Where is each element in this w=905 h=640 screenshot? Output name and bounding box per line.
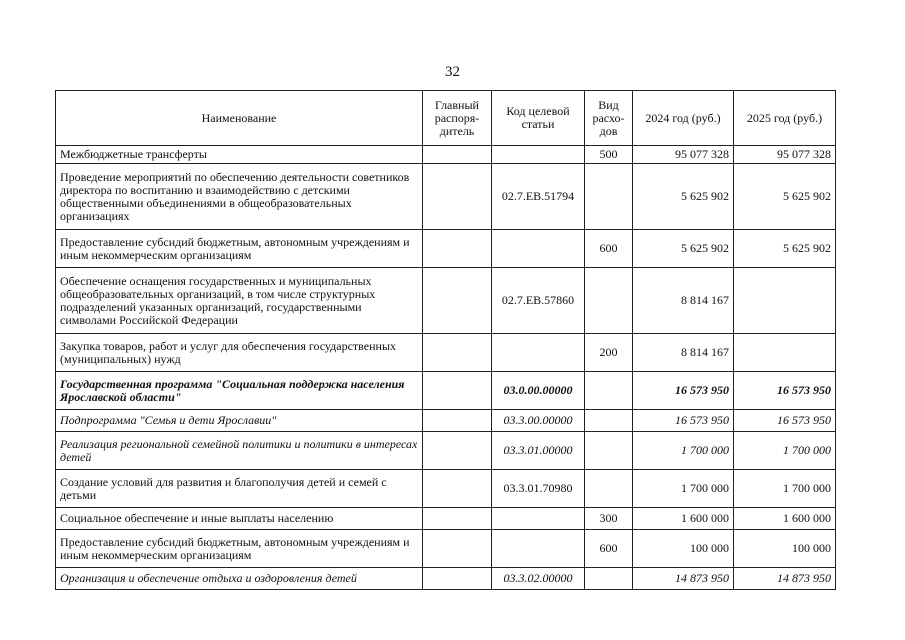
cell-code: 02.7.ЕВ.57860 — [492, 268, 585, 334]
cell-name: Создание условий для развития и благополучия детей и семей с детьми — [56, 470, 423, 508]
cell-2024: 1 700 000 — [633, 470, 734, 508]
cell-manager — [423, 568, 492, 590]
cell-2025: 16 573 950 — [734, 410, 836, 432]
cell-2024: 95 077 328 — [633, 146, 734, 164]
cell-name: Предоставление субсидий бюджетным, автономным учреждениям и иным некоммерческим организациям — [56, 230, 423, 268]
table-row — [56, 230, 836, 268]
cell-2025: 5 625 902 — [734, 230, 836, 268]
cell-name: Предоставление субсидий бюджетным, автономным учреждениям и иным некоммерческим организациям — [56, 530, 423, 568]
cell-manager — [423, 334, 492, 372]
cell-2025: 95 077 328 — [734, 146, 836, 164]
cell-code — [492, 146, 585, 164]
table-row-measure — [56, 568, 836, 590]
table-row — [56, 508, 836, 530]
cell-code — [492, 334, 585, 372]
cell-type: 200 — [585, 334, 633, 372]
table-row — [56, 164, 836, 230]
header-name: Наименование — [56, 91, 423, 146]
cell-2024: 100 000 — [633, 530, 734, 568]
cell-2024: 16 573 950 — [633, 372, 734, 410]
cell-code — [492, 530, 585, 568]
cell-2024: 8 814 167 — [633, 334, 734, 372]
cell-name: Обеспечение оснащения государственных и муниципальных общеобразовательных организаций, в том числе структурных подразделений указанных организаций, государственными символами Российской Федерации — [56, 268, 423, 334]
cell-2024: 1 700 000 — [633, 432, 734, 470]
table-row-subprogram — [56, 410, 836, 432]
cell-2025 — [734, 334, 836, 372]
cell-manager — [423, 164, 492, 230]
page-number: 32 — [445, 64, 460, 80]
cell-2025: 1 600 000 — [734, 508, 836, 530]
cell-manager — [423, 230, 492, 268]
cell-type — [585, 410, 633, 432]
table-header-row — [56, 91, 836, 146]
table-row — [56, 470, 836, 508]
table-row — [56, 146, 836, 164]
cell-2025: 16 573 950 — [734, 372, 836, 410]
cell-2024: 8 814 167 — [633, 268, 734, 334]
cell-name: Закупка товаров, работ и услуг для обеспечения государственных (муниципальных) нужд — [56, 334, 423, 372]
cell-type: 600 — [585, 530, 633, 568]
cell-type: 500 — [585, 146, 633, 164]
cell-name: Организация и обеспечение отдыха и оздоровления детей — [56, 568, 423, 590]
cell-manager — [423, 268, 492, 334]
cell-2024: 1 600 000 — [633, 508, 734, 530]
cell-code: 03.3.01.70980 — [492, 470, 585, 508]
header-code: Код целевой статьи — [492, 91, 585, 146]
cell-manager — [423, 432, 492, 470]
cell-2025: 14 873 950 — [734, 568, 836, 590]
cell-code: 02.7.ЕВ.51794 — [492, 164, 585, 230]
cell-name: Социальное обеспечение и иные выплаты населению — [56, 508, 423, 530]
cell-2025: 1 700 000 — [734, 432, 836, 470]
table-row — [56, 334, 836, 372]
table-row-measure — [56, 432, 836, 470]
cell-name: Реализация региональной семейной политики и политики в интересах детей — [56, 432, 423, 470]
cell-manager — [423, 530, 492, 568]
cell-manager — [423, 372, 492, 410]
cell-name: Межбюджетные трансферты — [56, 146, 423, 164]
cell-code — [492, 230, 585, 268]
cell-2025: 100 000 — [734, 530, 836, 568]
cell-2024: 16 573 950 — [633, 410, 734, 432]
cell-type — [585, 164, 633, 230]
cell-manager — [423, 146, 492, 164]
cell-type — [585, 432, 633, 470]
cell-type: 600 — [585, 230, 633, 268]
cell-code: 03.0.00.00000 — [492, 372, 585, 410]
header-manager: Главный распоря-дитель — [423, 91, 492, 146]
cell-code: 03.3.00.00000 — [492, 410, 585, 432]
cell-manager — [423, 508, 492, 530]
cell-manager — [423, 410, 492, 432]
cell-code: 03.3.02.00000 — [492, 568, 585, 590]
cell-name: Проведение мероприятий по обеспечению деятельности советников директора по воспитанию и взаимодействию с детскими общественными объединениями в общеобразовательных организациях — [56, 164, 423, 230]
table-row — [56, 268, 836, 334]
cell-type — [585, 372, 633, 410]
cell-type: 300 — [585, 508, 633, 530]
table-row-program — [56, 372, 836, 410]
header-2025: 2025 год (руб.) — [734, 91, 836, 146]
cell-2024: 5 625 902 — [633, 230, 734, 268]
cell-2025: 5 625 902 — [734, 164, 836, 230]
table-row — [56, 530, 836, 568]
cell-2024: 5 625 902 — [633, 164, 734, 230]
cell-name: Государственная программа "Социальная поддержка населения Ярославской области" — [56, 372, 423, 410]
cell-2025: 1 700 000 — [734, 470, 836, 508]
cell-code — [492, 508, 585, 530]
cell-2025 — [734, 268, 836, 334]
header-2024: 2024 год (руб.) — [633, 91, 734, 146]
cell-name: Подпрограмма "Семья и дети Ярославии" — [56, 410, 423, 432]
cell-type — [585, 268, 633, 334]
cell-type — [585, 568, 633, 590]
cell-2024: 14 873 950 — [633, 568, 734, 590]
cell-manager — [423, 470, 492, 508]
cell-type — [585, 470, 633, 508]
header-type: Вид расхо-дов — [585, 91, 633, 146]
cell-code: 03.3.01.00000 — [492, 432, 585, 470]
budget-table — [55, 90, 836, 590]
